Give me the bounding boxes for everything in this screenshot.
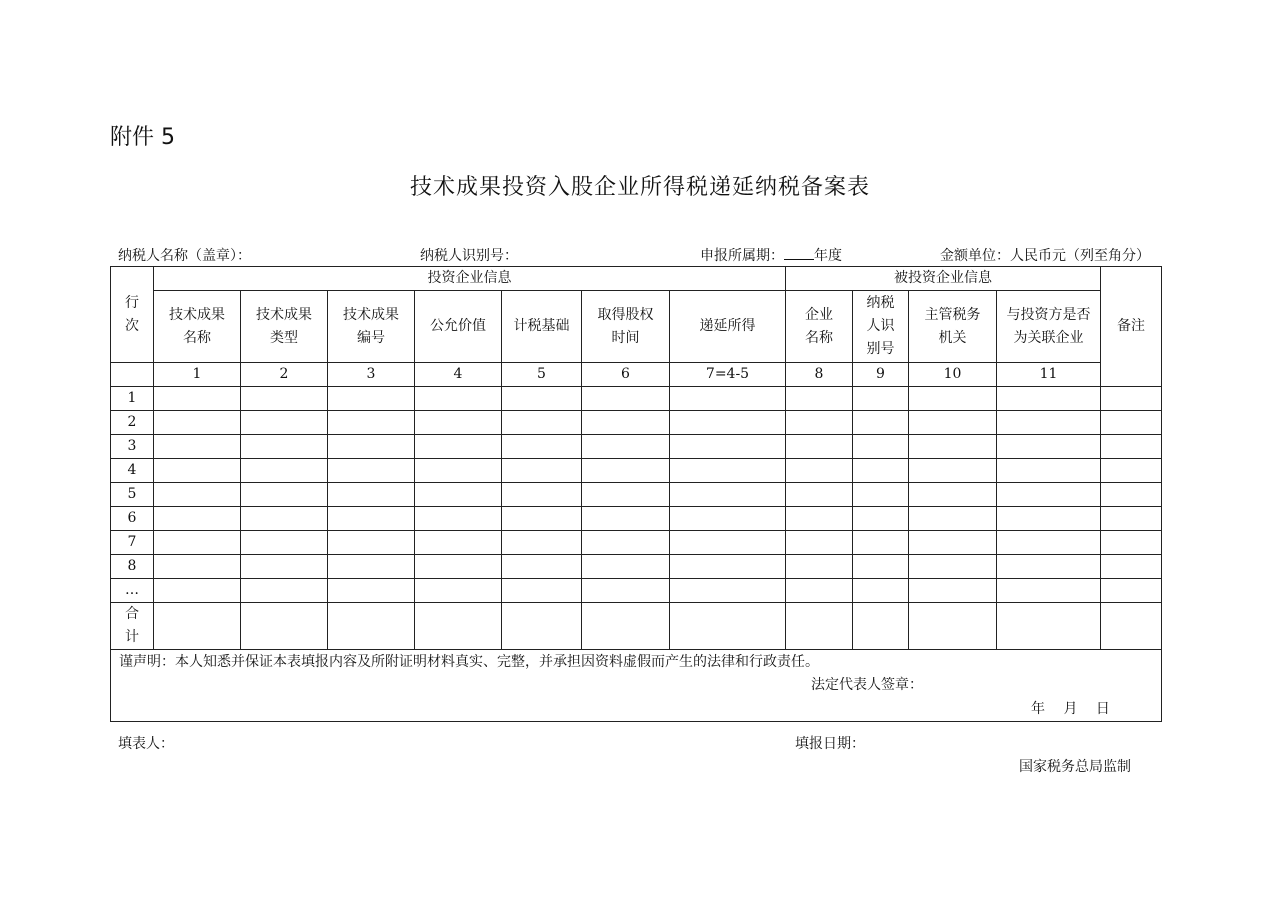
row-label: …: [111, 579, 154, 603]
input-cell[interactable]: [670, 459, 786, 483]
input-cell[interactable]: [786, 579, 853, 603]
input-cell[interactable]: [502, 507, 582, 531]
input-cell[interactable]: [154, 579, 241, 603]
column-header-3: 技术成果 编号: [328, 291, 415, 363]
input-cell[interactable]: [997, 483, 1101, 507]
input-cell[interactable]: [415, 531, 502, 555]
input-cell[interactable]: [997, 531, 1101, 555]
column-number-1: 1: [154, 363, 241, 387]
input-cell[interactable]: [997, 387, 1101, 411]
input-cell[interactable]: [502, 387, 582, 411]
input-cell[interactable]: [582, 507, 670, 531]
input-cell[interactable]: [154, 411, 241, 435]
input-cell[interactable]: [909, 411, 997, 435]
input-cell[interactable]: [241, 411, 328, 435]
input-cell[interactable]: [328, 555, 415, 579]
column-number-9: 9: [853, 363, 909, 387]
input-cell[interactable]: [670, 435, 786, 459]
input-cell[interactable]: [909, 387, 997, 411]
input-cell[interactable]: [241, 555, 328, 579]
input-cell[interactable]: [670, 579, 786, 603]
column-number-4: 4: [415, 363, 502, 387]
input-cell[interactable]: [415, 411, 502, 435]
input-cell[interactable]: [786, 507, 853, 531]
input-cell[interactable]: [670, 555, 786, 579]
period-year-blank: [784, 247, 814, 260]
input-cell[interactable]: [502, 435, 582, 459]
row-label: 7: [111, 531, 154, 555]
total-cell[interactable]: [415, 603, 502, 650]
investor-info-header: 投资企业信息: [154, 267, 786, 291]
input-cell[interactable]: [997, 579, 1101, 603]
taxpayer-name-label: 纳税人名称（盖章）：: [118, 248, 251, 264]
input-cell[interactable]: [1101, 555, 1162, 579]
column-number-blank: [111, 363, 154, 387]
fill-date-label: 填报日期：: [795, 736, 865, 752]
amount-unit-label: 金额单位：人民币元（列至角分）: [940, 248, 1150, 264]
table-row: [111, 531, 1162, 555]
input-cell[interactable]: [415, 483, 502, 507]
input-cell[interactable]: [1101, 459, 1162, 483]
input-cell[interactable]: [415, 435, 502, 459]
input-cell[interactable]: [853, 387, 909, 411]
remark-header: 备注: [1101, 267, 1162, 387]
input-cell[interactable]: [997, 555, 1101, 579]
filing-table: [110, 266, 1162, 722]
table-row: [111, 507, 1162, 531]
input-cell[interactable]: [241, 459, 328, 483]
input-cell[interactable]: [853, 555, 909, 579]
column-header-9: 纳税 人识 别号: [853, 291, 909, 363]
input-cell[interactable]: [415, 387, 502, 411]
column-header-10: 主管税务 机关: [909, 291, 997, 363]
input-cell[interactable]: [909, 483, 997, 507]
row-label: 2: [111, 411, 154, 435]
input-cell[interactable]: [241, 531, 328, 555]
legal-rep-signature-label: 法定代表人签章：: [811, 677, 923, 693]
input-cell[interactable]: [154, 387, 241, 411]
input-cell[interactable]: [1101, 411, 1162, 435]
input-cell[interactable]: [582, 483, 670, 507]
input-cell[interactable]: [582, 387, 670, 411]
table-row: [111, 579, 1162, 603]
taxpayer-id-label: 纳税人识别号：: [420, 248, 518, 264]
column-header-11: 与投资方是否 为关联企业: [997, 291, 1101, 363]
filler-label: 填表人：: [118, 736, 174, 752]
row-label: 5: [111, 483, 154, 507]
input-cell[interactable]: [241, 483, 328, 507]
column-number-5: 5: [502, 363, 582, 387]
total-cell[interactable]: [582, 603, 670, 650]
row-number-header: 行 次: [111, 267, 154, 363]
input-cell[interactable]: [502, 579, 582, 603]
row-label: 1: [111, 387, 154, 411]
input-cell[interactable]: [997, 507, 1101, 531]
input-cell[interactable]: [1101, 435, 1162, 459]
row-label: 3: [111, 435, 154, 459]
declaration-row: [111, 650, 1162, 722]
column-number-7: 7=4-5: [670, 363, 786, 387]
input-cell[interactable]: [1101, 579, 1162, 603]
input-cell[interactable]: [786, 387, 853, 411]
group-header-row: [111, 267, 1162, 291]
input-cell[interactable]: [328, 459, 415, 483]
input-cell[interactable]: [909, 579, 997, 603]
input-cell[interactable]: [909, 555, 997, 579]
column-header-8: 企业 名称: [786, 291, 853, 363]
input-cell[interactable]: [328, 483, 415, 507]
column-number-6: 6: [582, 363, 670, 387]
form-title: 技术成果投资入股企业所得税递延纳税备案表: [409, 175, 870, 200]
input-cell[interactable]: [997, 435, 1101, 459]
column-header-4: 公允价值: [415, 291, 502, 363]
input-cell[interactable]: [241, 435, 328, 459]
column-number-3: 3: [328, 363, 415, 387]
input-cell[interactable]: [853, 435, 909, 459]
input-cell[interactable]: [786, 531, 853, 555]
table-row: [111, 483, 1162, 507]
input-cell[interactable]: [786, 459, 853, 483]
input-cell[interactable]: [502, 555, 582, 579]
input-cell[interactable]: [670, 483, 786, 507]
input-cell[interactable]: [154, 555, 241, 579]
input-cell[interactable]: [328, 411, 415, 435]
input-cell[interactable]: [853, 459, 909, 483]
total-cell[interactable]: [909, 603, 997, 650]
input-cell[interactable]: [328, 435, 415, 459]
input-cell[interactable]: [853, 507, 909, 531]
input-cell[interactable]: [415, 555, 502, 579]
investee-info-header: 被投资企业信息: [786, 267, 1101, 291]
input-cell[interactable]: [582, 435, 670, 459]
column-number-8: 8: [786, 363, 853, 387]
column-header-1: 技术成果 名称: [154, 291, 241, 363]
column-number-11: 11: [997, 363, 1101, 387]
period-suffix: 年度: [814, 248, 842, 264]
input-cell[interactable]: [786, 411, 853, 435]
input-cell[interactable]: [582, 555, 670, 579]
total-cell[interactable]: [154, 603, 241, 650]
input-cell[interactable]: [328, 579, 415, 603]
total-cell[interactable]: [1101, 603, 1162, 650]
input-cell[interactable]: [241, 387, 328, 411]
input-cell[interactable]: [1101, 387, 1162, 411]
declaration-text: 谨声明：本人知悉并保证本表填报内容及所附证明材料真实、完整，并承担因资料虚假而产生的法律和行政责任。: [119, 654, 819, 670]
input-cell[interactable]: [154, 531, 241, 555]
input-cell[interactable]: [328, 507, 415, 531]
column-number-row: [111, 363, 1162, 387]
column-number-10: 10: [909, 363, 997, 387]
row-label: 6: [111, 507, 154, 531]
input-cell[interactable]: [154, 435, 241, 459]
input-cell[interactable]: [909, 435, 997, 459]
total-label: 合 计: [111, 603, 154, 650]
input-cell[interactable]: [670, 531, 786, 555]
total-row: [111, 603, 1162, 650]
input-cell[interactable]: [582, 411, 670, 435]
column-header-6: 取得股权 时间: [582, 291, 670, 363]
column-number-2: 2: [241, 363, 328, 387]
input-cell[interactable]: [154, 507, 241, 531]
input-cell[interactable]: [241, 579, 328, 603]
column-header-2: 技术成果 类型: [241, 291, 328, 363]
input-cell[interactable]: [909, 531, 997, 555]
input-cell[interactable]: [853, 411, 909, 435]
column-header-7: 递延所得: [670, 291, 786, 363]
declaration-cell: [111, 650, 1162, 722]
input-cell[interactable]: [997, 411, 1101, 435]
declaration-period: [700, 245, 842, 265]
input-cell[interactable]: [670, 411, 786, 435]
total-cell[interactable]: [670, 603, 786, 650]
input-cell[interactable]: [241, 507, 328, 531]
input-cell[interactable]: [502, 483, 582, 507]
table-row: [111, 555, 1162, 579]
total-cell[interactable]: [786, 603, 853, 650]
input-cell[interactable]: [415, 507, 502, 531]
input-cell[interactable]: [997, 459, 1101, 483]
input-cell[interactable]: [502, 459, 582, 483]
total-cell[interactable]: [853, 603, 909, 650]
row-label: 4: [111, 459, 154, 483]
input-cell[interactable]: [502, 531, 582, 555]
input-cell[interactable]: [909, 459, 997, 483]
row-label: 8: [111, 555, 154, 579]
input-cell[interactable]: [853, 483, 909, 507]
input-cell[interactable]: [1101, 507, 1162, 531]
input-cell[interactable]: [1101, 531, 1162, 555]
input-cell[interactable]: [670, 507, 786, 531]
input-cell[interactable]: [582, 579, 670, 603]
total-cell[interactable]: [502, 603, 582, 650]
period-prefix: 申报所属期：: [700, 248, 784, 264]
input-cell[interactable]: [853, 579, 909, 603]
column-header-row: [111, 291, 1162, 363]
input-cell[interactable]: [786, 435, 853, 459]
signature-date-line: 年 月 日: [1031, 701, 1110, 717]
input-cell[interactable]: [670, 387, 786, 411]
attachment-label: 附件 5: [110, 125, 175, 150]
input-cell[interactable]: [1101, 483, 1162, 507]
table-row: [111, 411, 1162, 435]
column-header-5: 计税基础: [502, 291, 582, 363]
input-cell[interactable]: [786, 483, 853, 507]
table-row: [111, 459, 1162, 483]
input-cell[interactable]: [582, 531, 670, 555]
input-cell[interactable]: [415, 459, 502, 483]
total-cell[interactable]: [241, 603, 328, 650]
input-cell[interactable]: [582, 459, 670, 483]
table-row: [111, 435, 1162, 459]
authority-label: 国家税务总局监制: [1019, 759, 1131, 775]
input-cell[interactable]: [154, 483, 241, 507]
table-row: [111, 387, 1162, 411]
input-cell[interactable]: [909, 507, 997, 531]
input-cell[interactable]: [415, 579, 502, 603]
input-cell[interactable]: [328, 387, 415, 411]
input-cell[interactable]: [154, 459, 241, 483]
input-cell[interactable]: [786, 555, 853, 579]
input-cell[interactable]: [853, 531, 909, 555]
input-cell[interactable]: [502, 411, 582, 435]
total-cell[interactable]: [328, 603, 415, 650]
total-cell[interactable]: [997, 603, 1101, 650]
input-cell[interactable]: [328, 531, 415, 555]
